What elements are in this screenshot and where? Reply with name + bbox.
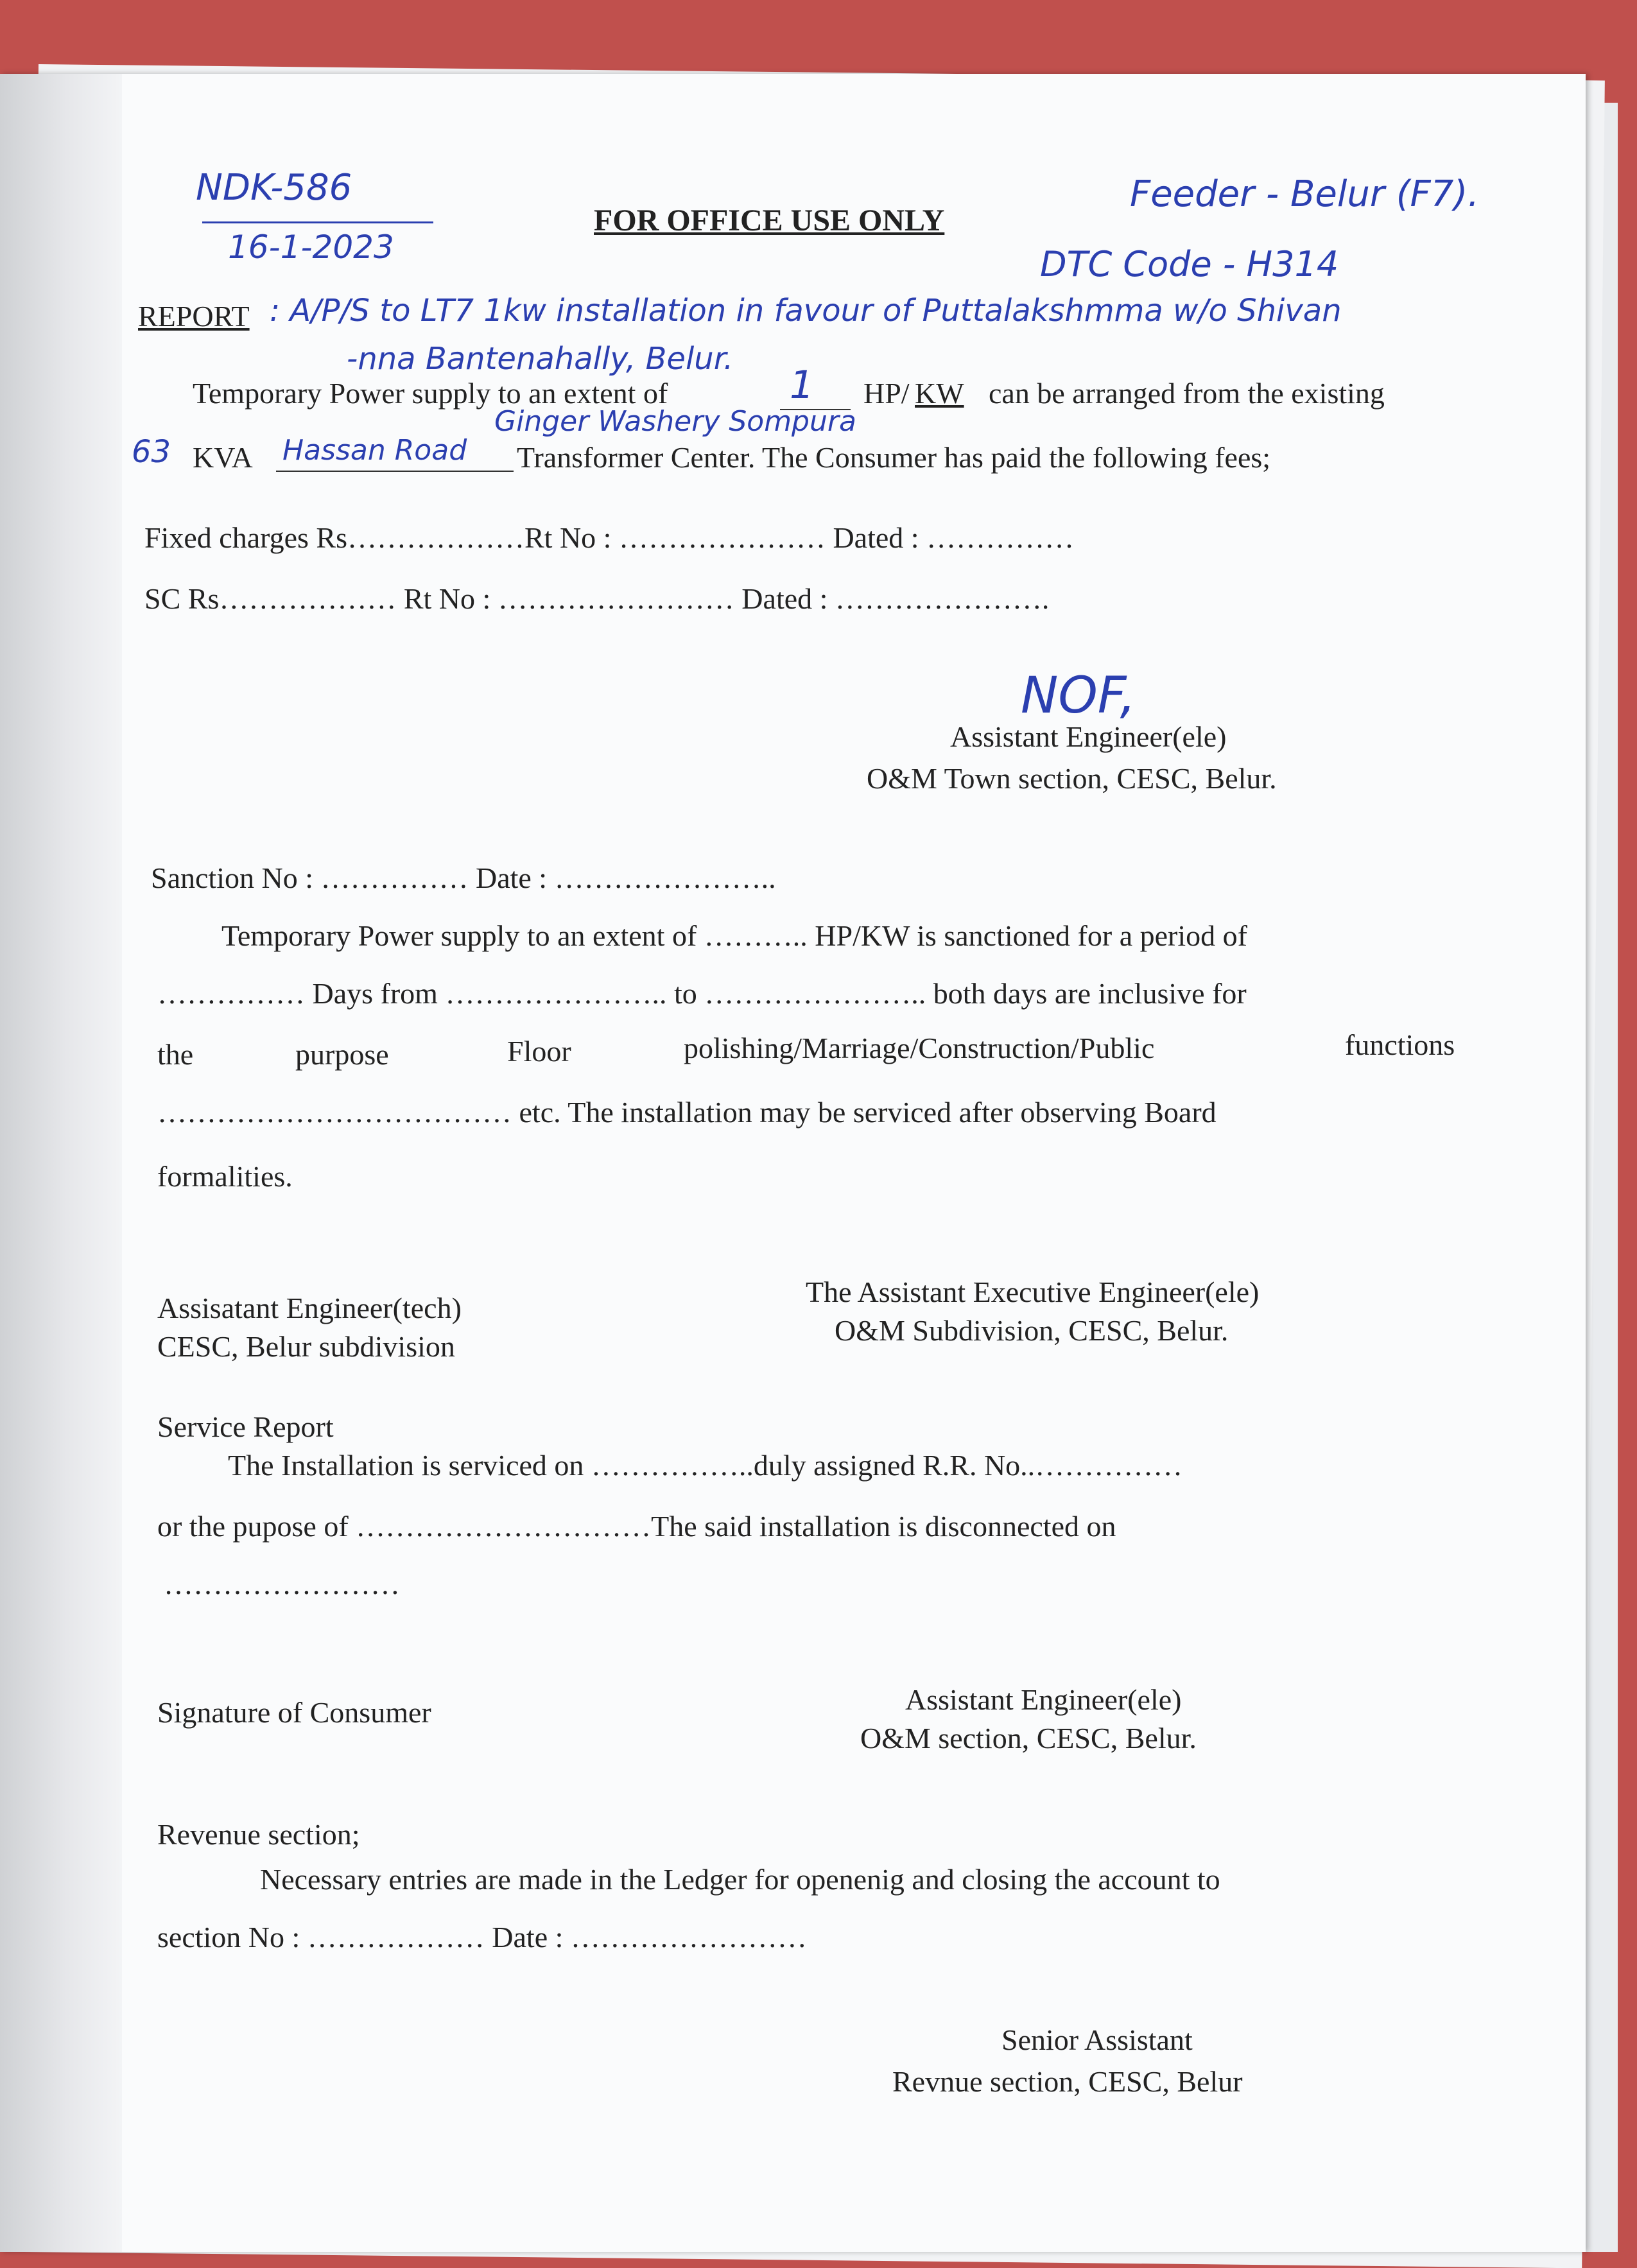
- revenue-sign-office: Revnue section, CESC, Belur: [892, 2065, 1243, 2098]
- sc-rs-line: SC Rs……………… Rt No : …………………… Dated : ………………….: [144, 582, 1050, 615]
- sanction-word-functions: functions: [1345, 1028, 1455, 1061]
- report-handwritten-line2: -nna Bantenahally, Belur.: [347, 341, 734, 377]
- transformer-name: Hassan Road: [282, 434, 467, 467]
- service-line3: ……………………: [164, 1568, 400, 1600]
- report-line2-suffix: Transformer Center. The Consumer has paid the following fees;: [517, 441, 1271, 474]
- report-signatory-office: O&M Town section, CESC, Belur.: [867, 762, 1277, 795]
- document-page: [0, 74, 1586, 2252]
- service-line1: The Installation is serviced on ……………..duly assigned R.R. No..……………: [228, 1449, 1183, 1482]
- sanction-line6: formalities.: [157, 1160, 293, 1193]
- reference-number: NDK-586: [196, 167, 352, 209]
- report-extent-value: 1: [790, 363, 815, 408]
- report-label: REPORT: [138, 300, 250, 333]
- sanction-line1: Sanction No : …………… Date : …………………..: [151, 861, 776, 894]
- dtc-code-note: DTC Code - H314: [1040, 244, 1339, 284]
- kva-label: KVA: [193, 441, 253, 474]
- sanction-line3: …………… Days from ………………….. to ………………….. both days are inclusive for: [157, 977, 1247, 1010]
- reference-underline: [202, 221, 433, 223]
- report-signatory-title: Assistant Engineer(ele): [950, 720, 1227, 753]
- report-line1-prefix: Temporary Power supply to an extent of: [193, 377, 668, 410]
- sanction-word-floor: Floor: [507, 1035, 571, 1068]
- sanction-word-purpose: purpose: [295, 1038, 389, 1071]
- report-unit-hp: HP/: [863, 377, 910, 410]
- report-unit-kw: KW: [915, 377, 964, 410]
- revenue-section-label: Revenue section;: [157, 1818, 360, 1851]
- sanction-line2: Temporary Power supply to an extent of ……….. HP/KW is sanctioned for a period of: [221, 919, 1247, 952]
- sanction-word-the: the: [157, 1038, 194, 1071]
- revenue-sign-title: Senior Assistant: [1001, 2023, 1193, 2056]
- page-title: FOR OFFICE USE ONLY: [594, 203, 945, 238]
- service-line2: or the pupose of …………………………The said installation is disconnected on: [157, 1510, 1116, 1543]
- service-sign-title: Assistant Engineer(ele): [905, 1683, 1182, 1716]
- feeder-note: Feeder - Belur (F7).: [1130, 173, 1480, 215]
- consumer-signature-label: Signature of Consumer: [157, 1696, 431, 1729]
- kva-value: 63: [132, 434, 171, 470]
- sanction-right-sign-title: The Assistant Executive Engineer(ele): [806, 1276, 1260, 1308]
- revenue-line1: Necessary entries are made in the Ledger for openenig and closing the account to: [260, 1863, 1220, 1896]
- binding-shadow: [0, 74, 122, 2252]
- report-handwritten-line1: : A/P/S to LT7 1kw installation in favour of Puttalakshmma w/o Shivan: [270, 293, 1342, 329]
- fixed-charges-line: Fixed charges Rs………………Rt No : ………………… Dated : ……………: [144, 521, 1075, 554]
- sanction-left-sign-office: CESC, Belur subdivision: [157, 1330, 455, 1363]
- revenue-line2: section No : ……………… Date : ……………………: [157, 1921, 807, 1953]
- sanction-left-sign-title: Assisatant Engineer(tech): [157, 1292, 462, 1324]
- sanction-right-sign-office: O&M Subdivision, CESC, Belur.: [835, 1314, 1229, 1347]
- service-report-label: Service Report: [157, 1410, 334, 1443]
- handwritten-signature: NOF,: [1021, 667, 1136, 725]
- transformer-underline: [276, 471, 514, 472]
- sanction-word-purposes: polishing/Marriage/Construction/Public: [684, 1032, 1155, 1064]
- reference-date: 16-1-2023: [228, 229, 394, 266]
- sanction-line5: ……………………………… etc. The installation may be serviced after observing Board: [157, 1096, 1217, 1129]
- report-line1-suffix: can be arranged from the existing: [989, 377, 1385, 410]
- transformer-location-note: Ginger Washery Sompura: [494, 405, 856, 438]
- service-sign-office: O&M section, CESC, Belur.: [860, 1722, 1197, 1754]
